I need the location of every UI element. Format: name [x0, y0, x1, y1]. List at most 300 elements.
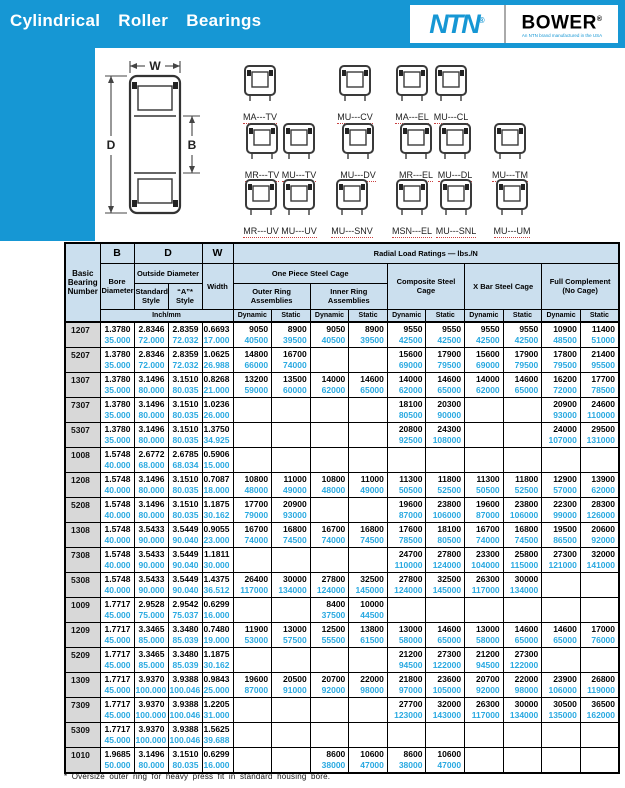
inch-value: 17600: [398, 523, 423, 534]
value-cell: [426, 347, 465, 372]
value-cell: [272, 422, 311, 447]
inch-value: [389, 449, 423, 460]
value-cell: [272, 397, 311, 422]
mm-value: [350, 360, 384, 371]
inch-value: 2.6772: [138, 448, 165, 459]
mm-value: [582, 660, 615, 671]
mm-value: [273, 660, 307, 671]
value-cell: [100, 397, 134, 422]
table-row-1010: [65, 747, 619, 773]
inch-value: 27800: [321, 573, 346, 584]
inch-value: [427, 724, 461, 735]
value-cell: [272, 447, 311, 472]
value-cell: [542, 447, 581, 472]
mm-value: [273, 410, 307, 421]
inch-value: [235, 649, 269, 660]
value-cell: [100, 597, 134, 622]
bearing-type-label[interactable]: MU---SNV: [331, 226, 373, 236]
inch-value: 9550: [519, 323, 539, 334]
value-cell: [387, 572, 426, 597]
value-cell: [233, 672, 272, 697]
inch-value: [312, 649, 346, 660]
inch-value: 1.7717: [104, 648, 131, 659]
mm-value: 117000: [471, 584, 500, 595]
value-cell: [349, 572, 388, 597]
value-cell: [100, 547, 134, 572]
mm-value: [582, 760, 615, 771]
inch-value: [466, 599, 500, 610]
inch-value: 1.5748: [104, 548, 131, 559]
value-cell: [387, 497, 426, 522]
col-header-outside-diameter: Outside Diameter: [134, 263, 202, 283]
value-cell: [542, 497, 581, 522]
inch-value: [273, 549, 307, 560]
mm-value: [312, 560, 346, 571]
mm-value: 62000: [591, 484, 615, 495]
value-cell: [272, 497, 311, 522]
registered-mark: ®: [596, 15, 603, 23]
mm-value: 47000: [360, 759, 384, 770]
mm-value: [273, 560, 307, 571]
value-cell: [465, 547, 504, 572]
col-header-dynamic: Dynamic: [465, 309, 504, 322]
inch-value: 13200: [244, 373, 269, 384]
value-cell: [426, 322, 465, 348]
mm-value: 48000: [244, 484, 269, 495]
bearing-type-label[interactable]: MU---CL: [433, 112, 469, 122]
value-cell: [426, 672, 465, 697]
mm-value: [273, 735, 307, 746]
mm-value: 30.162: [203, 509, 230, 520]
mm-value: 121000: [548, 559, 577, 570]
bearing-cross-section-icon: [243, 64, 277, 102]
mm-value: 98000: [514, 684, 539, 695]
mm-value: 74000: [476, 534, 500, 545]
col-header-w: W: [202, 243, 233, 263]
mm-value: [427, 610, 461, 621]
bearing-type-label[interactable]: MU---DV: [340, 170, 376, 180]
bearing-number-1209: 1209: [65, 622, 100, 647]
mm-value: 97000: [398, 684, 423, 695]
inch-value: 16700: [476, 523, 500, 534]
value-cell: [503, 622, 542, 647]
value-cell: [465, 472, 504, 497]
bearing-type-label[interactable]: MA---TV: [243, 112, 277, 122]
inch-value: 36500: [591, 698, 615, 709]
value-cell: [387, 722, 426, 747]
value-cell: [134, 422, 168, 447]
inch-value: 1.2205: [203, 698, 230, 709]
value-cell: [503, 397, 542, 422]
mm-value: 72.032: [172, 359, 199, 370]
value-cell: [272, 697, 311, 722]
bearing-number-1307: 1307: [65, 372, 100, 397]
inch-value: 0.8268: [203, 373, 230, 384]
inch-value: [235, 549, 269, 560]
page-title: Cylindrical Roller Bearings: [10, 11, 262, 30]
mm-value: [235, 560, 269, 571]
mm-value: 26.000: [203, 409, 230, 420]
inch-value: [466, 449, 500, 460]
col-header-standard-style: Standard Style: [134, 283, 168, 309]
value-cell: [233, 597, 272, 622]
value-cell: [168, 622, 202, 647]
mm-value: 31.000: [203, 709, 230, 720]
inch-value: 1.1811: [203, 548, 230, 559]
inch-value: 11300: [399, 473, 423, 484]
inch-value: 16800: [514, 523, 539, 534]
bearing-number-1009: 1009: [65, 597, 100, 622]
mm-value: 74500: [360, 534, 384, 545]
mm-value: 53000: [244, 634, 269, 645]
value-cell: [202, 322, 233, 348]
value-cell: [580, 672, 619, 697]
bearing-type-label[interactable]: MR---UV: [243, 226, 279, 236]
value-cell: [580, 622, 619, 647]
value-cell: [272, 597, 311, 622]
bearing-type-label[interactable]: MU---UV: [281, 226, 317, 236]
mm-value: 78500: [591, 384, 615, 395]
value-cell: [100, 372, 134, 397]
mm-value: [235, 410, 269, 421]
ntn-logo: NTN®: [410, 5, 506, 43]
inch-value: 24300: [437, 423, 462, 434]
mm-value: 141000: [586, 559, 615, 570]
value-cell: [503, 322, 542, 348]
inch-value: 24600: [591, 398, 615, 409]
inch-value: 11800: [515, 473, 539, 484]
inch-value: [505, 449, 539, 460]
inch-value: [235, 749, 269, 760]
inch-value: [350, 449, 384, 460]
value-cell: [542, 397, 581, 422]
value-cell: [542, 372, 581, 397]
mm-value: 74000: [321, 534, 346, 545]
bearing-type-label[interactable]: MR---TV: [244, 170, 280, 180]
value-cell: [168, 497, 202, 522]
mm-value: 87000: [244, 684, 269, 695]
col-header-radial-load-ratings: Radial Load Ratings — lbs./N: [233, 243, 619, 263]
mm-value: 80.000: [138, 484, 165, 495]
table-row-1307: [65, 372, 619, 397]
value-cell: [134, 597, 168, 622]
value-cell: [580, 497, 619, 522]
value-cell: [387, 672, 426, 697]
col-header-width: Width: [202, 263, 233, 309]
mm-value: 98000: [360, 684, 384, 695]
inch-value: 3.3465: [138, 648, 165, 659]
mm-value: [235, 660, 269, 671]
mm-value: 100.046: [169, 684, 201, 695]
bearing-type-label[interactable]: MR---EL: [399, 170, 433, 180]
value-cell: [134, 372, 168, 397]
inch-value: 17700: [244, 498, 269, 509]
value-cell: [542, 347, 581, 372]
mm-value: 65000: [437, 634, 462, 645]
value-cell: [202, 372, 233, 397]
mm-value: 45.000: [104, 684, 131, 695]
table-row-1208: [65, 472, 619, 497]
inch-value: [543, 649, 577, 660]
table-row-1207: [65, 322, 619, 348]
value-cell: [580, 547, 619, 572]
value-cell: [503, 347, 542, 372]
inch-value: 11000: [360, 473, 384, 484]
inch-value: 1.7717: [104, 698, 131, 709]
mm-value: 134000: [278, 584, 307, 595]
value-cell: [202, 547, 233, 572]
mm-value: 59000: [244, 384, 269, 395]
value-cell: [168, 472, 202, 497]
mm-value: 26.988: [203, 359, 230, 370]
mm-value: [235, 435, 269, 446]
inch-value: 17900: [437, 348, 462, 359]
inch-value: 3.1510: [172, 398, 199, 409]
mm-value: 52500: [514, 484, 539, 495]
bearing-type-label[interactable]: MU---CV: [337, 112, 373, 122]
inch-value: 3.1510: [172, 423, 199, 434]
value-cell: [233, 372, 272, 397]
inch-value: [543, 724, 577, 735]
value-cell: [202, 597, 233, 622]
value-cell: [426, 722, 465, 747]
mm-value: [466, 735, 500, 746]
mm-value: 25.000: [203, 684, 230, 695]
inch-value: [312, 449, 346, 460]
value-cell: [465, 522, 504, 547]
mm-value: 38000: [398, 759, 423, 770]
value-cell: [465, 372, 504, 397]
bearing-type-label[interactable]: MU---DL: [437, 170, 473, 180]
mm-value: 85.039: [172, 659, 199, 670]
bearing-type-mu-cl: [424, 64, 478, 125]
col-header-static: Static: [272, 309, 311, 322]
mm-value: 62000: [321, 384, 346, 395]
mm-value: 44500: [360, 609, 384, 620]
value-cell: [134, 672, 168, 697]
value-cell: [310, 472, 349, 497]
mm-value: 48000: [321, 484, 346, 495]
value-cell: [580, 372, 619, 397]
value-cell: [580, 697, 619, 722]
inch-value: 18100: [437, 523, 462, 534]
inch-value: [466, 424, 500, 435]
value-cell: [168, 522, 202, 547]
bearing-type-label[interactable]: MA---EL: [395, 112, 429, 122]
value-cell: [134, 622, 168, 647]
inch-value: 23800: [514, 498, 539, 509]
mm-value: 61500: [360, 634, 384, 645]
col-header-basic-bearing-number: Basic Bearing Number: [65, 243, 100, 322]
mm-value: 49000: [360, 484, 384, 495]
bearing-cross-section-icon: [338, 64, 372, 102]
value-cell: [233, 747, 272, 773]
value-cell: [580, 472, 619, 497]
inch-value: 12500: [321, 623, 346, 634]
mm-value: [466, 435, 500, 446]
value-cell: [387, 422, 426, 447]
value-cell: [465, 422, 504, 447]
inch-value: 8600: [403, 748, 423, 759]
inch-value: 15600: [476, 348, 500, 359]
value-cell: [310, 647, 349, 672]
bearing-number-5209: 5209: [65, 647, 100, 672]
inch-value: 8900: [287, 323, 307, 334]
value-cell: [465, 322, 504, 348]
col-header-static: Static: [503, 309, 542, 322]
inch-value: 0.6693: [203, 323, 230, 334]
value-cell: [310, 347, 349, 372]
inch-value: 16800: [360, 523, 384, 534]
value-cell: [349, 547, 388, 572]
mm-value: [543, 460, 577, 471]
col-header-composite-steel-cage: Composite Steel Cage: [387, 263, 464, 309]
value-cell: [168, 322, 202, 348]
value-cell: [426, 747, 465, 773]
inch-value: [389, 724, 423, 735]
mm-value: 18.000: [203, 484, 230, 495]
mm-value: [505, 460, 539, 471]
inch-value: 28300: [591, 498, 615, 509]
inch-value: 1.7717: [104, 598, 131, 609]
mm-value: 74000: [283, 359, 307, 370]
inch-value: 19600: [476, 498, 500, 509]
value-cell: [580, 722, 619, 747]
inch-value: [582, 599, 615, 610]
inch-value: 14000: [321, 373, 346, 384]
value-cell: [349, 647, 388, 672]
value-cell: [503, 647, 542, 672]
inch-value: 23300: [476, 548, 500, 559]
value-cell: [542, 722, 581, 747]
value-cell: [233, 397, 272, 422]
bearing-type-label[interactable]: MSN---EL: [392, 226, 432, 236]
mm-value: 38000: [321, 759, 346, 770]
inch-value: [312, 424, 346, 435]
mm-value: 49000: [283, 484, 307, 495]
value-cell: [503, 672, 542, 697]
mm-value: 62000: [398, 384, 423, 395]
value-cell: [580, 597, 619, 622]
value-cell: [349, 397, 388, 422]
mm-value: [350, 660, 384, 671]
value-cell: [310, 397, 349, 422]
mm-value: [235, 460, 269, 471]
value-cell: [349, 697, 388, 722]
bearing-type-label[interactable]: MU---UM: [493, 226, 531, 236]
inch-value: 1.3780: [104, 323, 131, 334]
inch-value: 9550: [403, 323, 423, 334]
mm-value: 117000: [240, 584, 269, 595]
bearing-type-mu-uv: [272, 178, 326, 239]
mm-value: 80.000: [138, 759, 165, 770]
bearing-cross-section-icon: [438, 122, 472, 160]
value-cell: [233, 347, 272, 372]
mm-value: [350, 710, 384, 721]
mm-value: 124000: [394, 584, 423, 595]
value-cell: [349, 747, 388, 773]
mm-value: [582, 735, 615, 746]
inch-value: 3.1496: [138, 748, 165, 759]
inch-value: 26300: [476, 698, 500, 709]
mm-value: [466, 610, 500, 621]
value-cell: [233, 622, 272, 647]
value-cell: [542, 522, 581, 547]
mm-value: 80.035: [172, 434, 199, 445]
value-cell: [100, 522, 134, 547]
inch-value: 3.9370: [138, 673, 165, 684]
inch-value: [582, 649, 615, 660]
inch-value: 1.0236: [203, 398, 230, 409]
value-cell: [465, 572, 504, 597]
mm-value: [273, 435, 307, 446]
bearing-type-label[interactable]: MU---SNL: [435, 226, 477, 236]
inch-value: 27700: [398, 698, 423, 709]
bearing-cross-section-icon: [282, 178, 316, 216]
inch-value: [543, 574, 577, 585]
inch-value: 0.5906: [203, 448, 230, 459]
table-row-7308: [65, 547, 619, 572]
col-header-a-style: “A”* Style: [168, 283, 202, 309]
mm-value: 68.000: [138, 459, 165, 470]
bearing-type-label[interactable]: MU---TM: [492, 170, 528, 180]
inch-value: 23900: [553, 673, 577, 684]
inch-value: 1.7717: [104, 623, 131, 634]
value-cell: [349, 322, 388, 348]
value-cell: [503, 447, 542, 472]
value-cell: [465, 747, 504, 773]
value-cell: [503, 422, 542, 447]
inch-value: 0.9055: [203, 523, 230, 534]
col-header-dynamic: Dynamic: [233, 309, 272, 322]
mm-value: 40.000: [104, 509, 131, 520]
mm-value: 35.000: [104, 384, 131, 395]
inch-value: 1.3780: [104, 373, 131, 384]
value-cell: [168, 372, 202, 397]
inch-value: [235, 724, 269, 735]
value-cell: [202, 572, 233, 597]
mm-value: 105000: [432, 684, 462, 695]
value-cell: [426, 597, 465, 622]
inch-value: 1.1875: [203, 498, 230, 509]
inch-value: 2.9542: [172, 598, 199, 609]
value-cell: [580, 397, 619, 422]
mm-value: [427, 735, 461, 746]
mm-value: 75.037: [172, 609, 199, 620]
col-header-static: Static: [580, 309, 619, 322]
value-cell: [100, 472, 134, 497]
mm-value: 110000: [394, 559, 423, 570]
inch-value: 2.8359: [172, 348, 199, 359]
inch-value: 26300: [476, 573, 500, 584]
inch-value: 32500: [360, 573, 384, 584]
mm-value: 40.000: [104, 459, 131, 470]
inch-value: [273, 724, 307, 735]
inch-value: 17000: [591, 623, 615, 634]
mm-value: [350, 460, 384, 471]
inch-value: 3.9388: [172, 698, 199, 709]
inch-value: 3.3480: [172, 623, 199, 634]
inch-value: 3.9388: [172, 673, 199, 684]
bearing-type-label[interactable]: MU---TV: [281, 170, 317, 180]
mm-value: 107000: [548, 434, 577, 445]
inch-value: 14600: [553, 623, 577, 634]
mm-value: 30.000: [203, 559, 230, 570]
mm-value: 42500: [437, 334, 462, 345]
mm-value: 106000: [432, 509, 462, 520]
inch-value: [543, 599, 577, 610]
col-header-dynamic: Dynamic: [310, 309, 349, 322]
